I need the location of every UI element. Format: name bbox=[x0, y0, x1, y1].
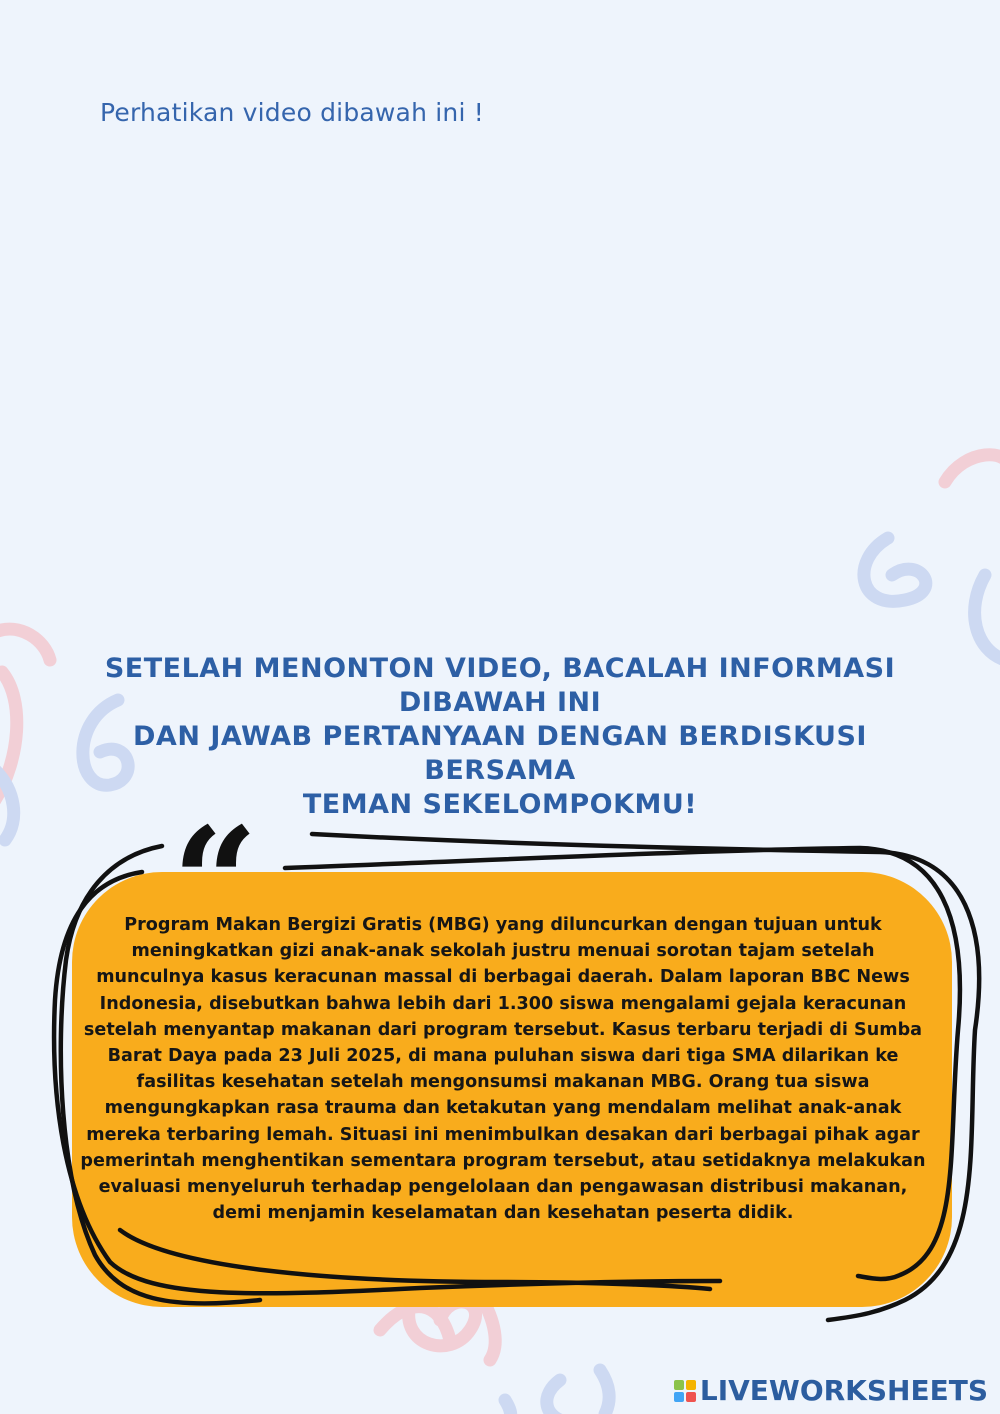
quote-body-text: Program Makan Bergizi Gratis (MBG) yang diluncurkan dengan tujuan untuk meningkatkan gizi anak-anak sekolah justru menuai sorotan tajam setelah munculnya kasus keracunan massal di berbagai daerah. Dalam laporan BBC News Indonesia, disebutkan bahwa lebih dari 1.300 siswa mengalami gejala keracunan setelah menyantap makanan dari program tersebut. Kasus terbaru terjadi di Sumba Barat Daya pada 23 Juli 2025, di mana puluhan siswa dari tiga SMA dilarikan ke fasilitas kesehatan setelah mengonsumsi makanan MBG. Orang tua siswa mengungkapkan rasa trauma dan ketakutan yang mendalam melihat anak-anak mereka terbaring lemah. Situasi ini menimbulkan desakan dari berbagai pihak agar pemerintah menghentikan sementara program tersebut, atau setidaknya melakukan evaluasi menyeluruh terhadap pengelolaan dan pengawasan distribusi makanan, demi menjamin keselamatan dan kesehatan peserta didik. bbox=[80, 915, 926, 1224]
instruction-text: Perhatikan video dibawah ini ! bbox=[100, 98, 484, 127]
heading-line-2: DAN JAWAB PERTANYAAN DENGAN BERDISKUSI BERSAMA bbox=[133, 721, 867, 786]
heading-line-3: TEMAN SEKELOMPOKMU! bbox=[302, 789, 698, 820]
quote-mark-icon: “ bbox=[172, 795, 259, 971]
liveworksheets-logo-icon bbox=[674, 1380, 696, 1402]
heading-line-1: SETELAH MENONTON VIDEO, BACALAH INFORMASI DIBAWAH INI bbox=[104, 653, 896, 718]
brand-name: LIVEWORKSHEETS bbox=[699, 1374, 988, 1407]
liveworksheets-brand[interactable] bbox=[674, 1374, 988, 1407]
